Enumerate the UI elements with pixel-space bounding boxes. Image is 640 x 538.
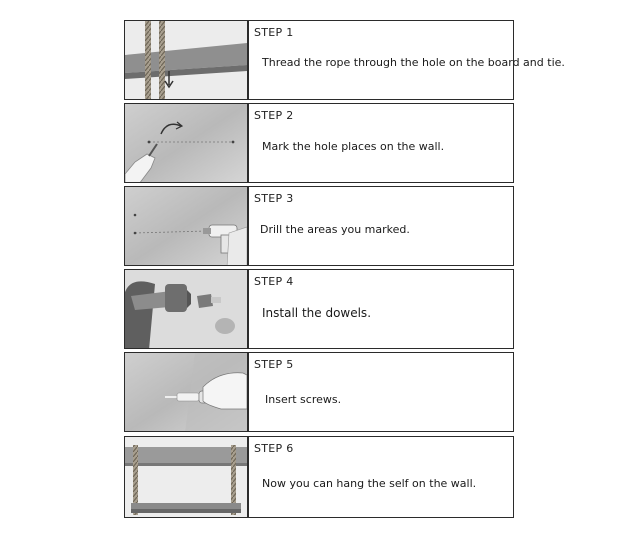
step-4-panel (124, 269, 514, 349)
step-3-label: STEP 3 (254, 192, 294, 205)
screwdriver-icon (125, 353, 247, 431)
step-2-panel (124, 103, 514, 183)
step-1-text: Thread the rope through the hole on the board and tie. (262, 56, 565, 69)
panel-divider (247, 187, 249, 265)
pencil-mark-icon (125, 104, 247, 182)
step-2-text: Mark the hole places on the wall. (262, 140, 445, 153)
rope-board-icon (125, 21, 247, 99)
step-5-panel (124, 352, 514, 432)
panel-divider (247, 21, 249, 99)
step-3-panel (124, 186, 514, 266)
step-1-panel (124, 20, 565, 100)
step-5-text: Insert screws. (265, 393, 342, 406)
step-4-text: Install the dowels. (262, 306, 372, 320)
step-6-panel (124, 436, 514, 518)
drill-icon (125, 187, 247, 265)
panel-divider (247, 353, 249, 431)
step-6-label: STEP 6 (254, 442, 294, 455)
panel-divider (247, 270, 249, 348)
panel-divider (247, 437, 249, 517)
step-4-label: STEP 4 (254, 275, 294, 288)
hanging-shelf-icon (125, 437, 247, 517)
step-2-label: STEP 2 (254, 109, 294, 122)
step-3-text: Drill the areas you marked. (260, 223, 410, 236)
panel-divider (247, 104, 249, 182)
step-1-label: STEP 1 (254, 26, 294, 39)
hammer-icon (125, 270, 247, 348)
step-6-text: Now you can hang the self on the wall. (262, 477, 477, 490)
step-5-label: STEP 5 (254, 358, 294, 371)
